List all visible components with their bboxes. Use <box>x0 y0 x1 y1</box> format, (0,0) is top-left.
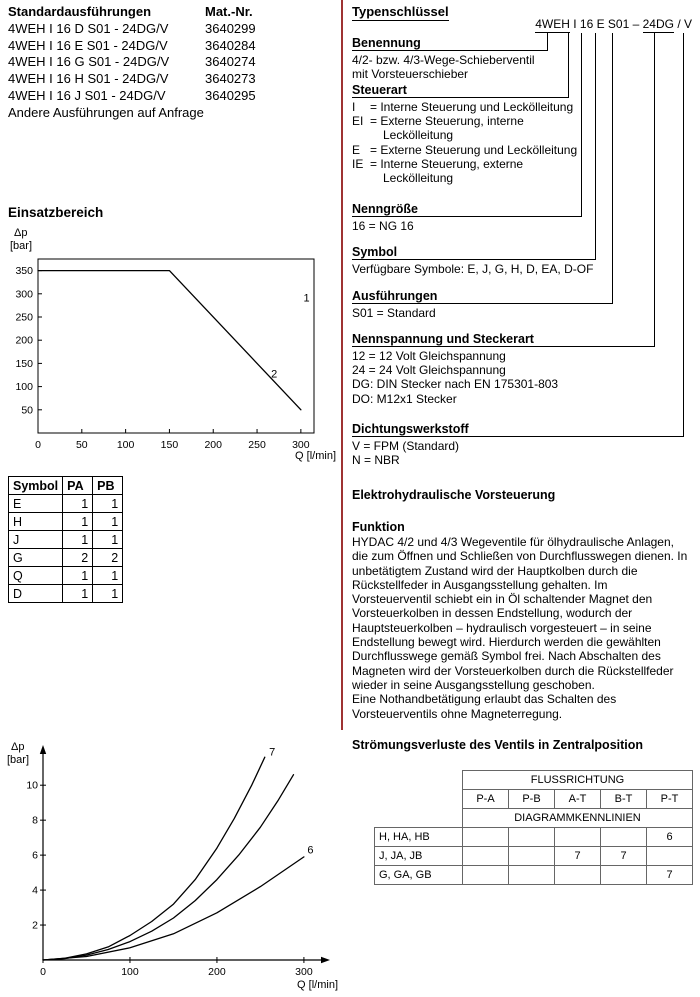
model-number: 4WEH I 16 J S01 - 24DG/V <box>8 87 166 103</box>
funktion-text <box>352 535 690 721</box>
svg-text:2: 2 <box>271 368 278 381</box>
svg-text:[bar]: [bar] <box>7 754 30 766</box>
section-underline <box>352 97 569 98</box>
pb-cell: 1 <box>93 495 123 513</box>
pa-cell: 1 <box>63 495 93 513</box>
symbol-cell: H <box>9 513 63 531</box>
symbol-cell: E <box>9 495 63 513</box>
svg-text:150: 150 <box>15 357 33 370</box>
svg-text:50: 50 <box>75 439 88 451</box>
nennspannung-title: Nennspannung und Steckerart <box>352 332 534 346</box>
svg-text:10: 10 <box>26 779 38 792</box>
value-cell: 7 <box>647 866 693 885</box>
table-row <box>8 88 338 105</box>
table-row <box>8 54 338 71</box>
table-row <box>375 771 693 790</box>
value-cell <box>509 866 555 885</box>
col-header-pb: P-B <box>509 790 555 809</box>
model-number: 4WEH I 16 D S01 - 24DG/V <box>8 20 169 36</box>
pb-cell: 1 <box>93 531 123 549</box>
svg-text:50: 50 <box>21 404 33 417</box>
table-row <box>375 790 693 809</box>
option-line: 24 = 24 Volt Gleichspannung <box>352 363 506 378</box>
pb-cell: 1 <box>93 585 123 603</box>
option-code: EI <box>352 114 364 129</box>
table-row <box>375 866 693 885</box>
steuerart-line <box>352 114 692 128</box>
svg-text:0: 0 <box>35 439 41 451</box>
col-header-pa: P-A <box>463 790 509 809</box>
benennung-line: 4/2- bzw. 4/3-Wege-Schieberventil <box>352 53 535 67</box>
type-code <box>470 17 692 31</box>
pa-cell: 1 <box>63 585 93 603</box>
svg-text:100: 100 <box>116 439 135 451</box>
option-text: Leckölleitung <box>383 128 454 143</box>
model-number: 4WEH I 16 H S01 - 24DG/V <box>8 71 169 87</box>
nenngroesse-body: 16 = NG 16 <box>352 219 414 233</box>
funktion-title: Funktion <box>352 520 405 534</box>
symbol-table <box>8 476 123 603</box>
value-cell: 7 <box>555 847 601 866</box>
symbol-cell: G <box>9 549 63 567</box>
header-standardausfuehrungen: Standardausführungen <box>8 4 152 19</box>
table-row <box>375 828 693 847</box>
value-cell <box>601 828 647 847</box>
option-line: DG: DIN Stecker nach EN 175301-803 <box>352 377 559 392</box>
svg-text:250: 250 <box>15 311 33 324</box>
svg-text:350: 350 <box>15 265 33 278</box>
option-line: N = NBR <box>352 453 400 468</box>
type-code-part-v: / V <box>673 17 692 31</box>
dichtungswerkstoff-title: Dichtungswerkstoff <box>352 422 469 436</box>
steuerart-line <box>352 143 692 157</box>
type-code-part-24dg: 24DG <box>642 17 674 31</box>
mat-number: 3640284 <box>205 37 256 53</box>
table-row <box>9 567 123 585</box>
type-code-part-mid: I 16 E S01 – <box>569 17 643 31</box>
svg-text:Q [l/min]: Q [l/min] <box>297 979 338 991</box>
section-underline <box>352 50 548 51</box>
svg-text:8: 8 <box>32 814 38 827</box>
flow-losses-table <box>374 770 693 885</box>
col-pa: PA <box>63 477 93 495</box>
stroemungsverluste-chart <box>5 737 340 997</box>
col-pb: PB <box>93 477 123 495</box>
row-label: H, HA, HB <box>375 828 463 847</box>
diagrammkennlinien-header: DIAGRAMMKENNLINIEN <box>463 809 693 828</box>
steuerart-line <box>352 128 692 142</box>
svg-text:6: 6 <box>32 849 38 862</box>
flussrichtung-header: FLUSSRICHTUNG <box>463 771 693 790</box>
symbol-cell: J <box>9 531 63 549</box>
pa-cell: 1 <box>63 567 93 585</box>
header-mat-nr: Mat.-Nr. <box>205 4 253 19</box>
benennung-title: Benennung <box>352 36 421 50</box>
table-row <box>9 531 123 549</box>
option-text: Leckölleitung <box>383 171 454 186</box>
svg-text:Δp: Δp <box>11 741 25 753</box>
mat-number: 3640274 <box>205 54 256 70</box>
symbol-body: Verfügbare Symbole: E, J, G, H, D, EA, D-OF <box>352 262 594 276</box>
value-cell <box>555 828 601 847</box>
svg-text:100: 100 <box>15 381 33 394</box>
steuerart-title: Steuerart <box>352 83 407 97</box>
type-code-part-4weh: 4WEH <box>535 17 570 31</box>
other-versions-note: Andere Ausführungen auf Anfrage <box>8 104 204 120</box>
option-line: 12 = 12 Volt Gleichspannung <box>352 349 506 363</box>
col-symbol: Symbol <box>9 477 63 495</box>
svg-text:7: 7 <box>269 746 276 759</box>
section-underline <box>352 346 655 347</box>
svg-text:300: 300 <box>295 966 313 978</box>
connector-vline <box>683 33 684 436</box>
vorsteuerung-title: Elektrohydraulische Vorsteuerung <box>352 488 556 502</box>
svg-text:4: 4 <box>32 884 38 897</box>
funktion-paragraph-2: Eine Nothandbetätigung erlaubt das Schalten des Vorsteuerventils ohne Magneterregung. <box>352 692 617 721</box>
svg-text:200: 200 <box>204 439 223 451</box>
funktion-paragraph-1: HYDAC 4/2 und 4/3 Wegeventile für ölhydraulische Anlagen, die zum Öffnen und Schließen von Durchflusswegen dienen. In unbetätigtem Zustand wird der Hauptkolben durch die Rückstellfeder in Ausgangsstellung gehalten. Im Vorsteuerventil schiebt ein in Öl schaltender Magnet den Vorsteuerkolben in dessen Endstellung, wodurch der Hauptsteuerkolben – hydraulisch vorgesteuert – in seine Endstellung bewegt wird. Hierdurch werden die gewählten Durchflusswege gemäß Symbol frei. Nach Abschalten des Magneten wird der Vorsteuerkolben durch die Rückstellfeder wieder in seine Ausgangsstellung geschoben. <box>352 535 688 692</box>
connector-vline <box>568 33 569 97</box>
model-number: 4WEH I 16 G S01 - 24DG/V <box>8 54 170 70</box>
table-row <box>8 21 338 38</box>
section-underline <box>352 259 596 260</box>
svg-text:[bar]: [bar] <box>10 240 33 252</box>
mat-number: 3640299 <box>205 20 256 36</box>
option-text: = Interne Steuerung und Leckölleitung <box>370 100 574 114</box>
option-code: E <box>352 142 361 157</box>
option-code: IE <box>352 156 364 171</box>
pb-cell: 1 <box>93 567 123 585</box>
table-row <box>9 513 123 531</box>
standard-versions-header <box>8 4 338 21</box>
svg-text:Q [l/min]: Q [l/min] <box>295 450 336 462</box>
nennspannung-body <box>352 349 558 406</box>
table-row <box>375 847 693 866</box>
typenschluessel-title: Typenschlüssel <box>352 4 449 19</box>
section-underline <box>352 436 684 437</box>
value-cell <box>463 866 509 885</box>
steuerart-line <box>352 171 692 185</box>
mat-number: 3640295 <box>205 87 256 103</box>
svg-text:Δp: Δp <box>14 227 28 239</box>
option-code <box>352 128 370 142</box>
steuerart-body <box>352 100 692 185</box>
table-row <box>375 809 693 828</box>
standard-versions-section <box>8 4 338 122</box>
steuerart-line <box>352 100 692 114</box>
value-cell <box>601 866 647 885</box>
option-text: = Externe Steuerung und Leckölleitung <box>370 142 578 157</box>
value-cell: 7 <box>601 847 647 866</box>
svg-text:250: 250 <box>248 439 266 451</box>
steuerart-line <box>352 157 692 171</box>
symbol-cell: D <box>9 585 63 603</box>
connector-vline <box>654 33 655 346</box>
pb-cell: 1 <box>93 513 123 531</box>
blank-cell <box>375 790 463 809</box>
svg-text:6: 6 <box>307 844 314 857</box>
mat-number: 3640273 <box>205 71 256 87</box>
benennung-line: mit Vorsteuerschieber <box>352 67 469 82</box>
nenngroesse-title: Nenngröße <box>352 202 418 216</box>
table-row <box>8 71 338 88</box>
ausfuehrungen-body: S01 = Standard <box>352 306 436 320</box>
svg-text:300: 300 <box>292 439 310 451</box>
table-row <box>9 549 123 567</box>
svg-text:150: 150 <box>160 439 179 451</box>
stroemungsverluste-title: Strömungsverluste des Ventils in Zentralposition <box>352 738 644 752</box>
row-label: G, GA, GB <box>375 866 463 885</box>
ausfuehrungen-title: Ausführungen <box>352 289 438 303</box>
dichtungswerkstoff-body <box>352 439 459 467</box>
pa-cell: 1 <box>63 531 93 549</box>
option-text: = Interne Steuerung, externe <box>370 156 524 171</box>
table-row <box>9 585 123 603</box>
einsatzbereich-title: Einsatzbereich <box>8 205 104 220</box>
symbol-table-header <box>9 477 123 495</box>
symbol-title: Symbol <box>352 245 398 259</box>
svg-text:300: 300 <box>15 288 33 301</box>
option-line: DO: M12x1 Stecker <box>352 391 457 406</box>
value-cell <box>647 847 693 866</box>
svg-text:200: 200 <box>15 334 33 347</box>
svg-text:1: 1 <box>303 292 310 305</box>
value-cell <box>509 828 555 847</box>
blank-cell <box>375 771 463 790</box>
option-code <box>352 171 370 185</box>
model-number: 4WEH I 16 E S01 - 24DG/V <box>8 37 168 53</box>
col-header-pt: P-T <box>647 790 693 809</box>
table-row <box>9 495 123 513</box>
table-row <box>8 38 338 55</box>
svg-text:0: 0 <box>40 966 46 978</box>
svg-text:2: 2 <box>32 919 38 932</box>
row-label: J, JA, JB <box>375 847 463 866</box>
col-header-bt: B-T <box>601 790 647 809</box>
value-cell: 6 <box>647 828 693 847</box>
value-cell <box>509 847 555 866</box>
column-divider <box>341 0 343 730</box>
section-underline <box>352 216 582 217</box>
option-text: = Externe Steuerung, interne <box>370 114 524 129</box>
value-cell <box>555 866 601 885</box>
pa-cell: 2 <box>63 549 93 567</box>
section-underline <box>352 303 613 304</box>
pb-cell: 2 <box>93 549 123 567</box>
connector-vline <box>547 33 548 50</box>
einsatzbereich-chart <box>8 223 338 468</box>
einsatzbereich-chart-svg <box>8 223 338 463</box>
blank-cell <box>375 809 463 828</box>
option-code: I <box>352 100 356 114</box>
stroemungsverluste-chart-svg <box>5 737 340 992</box>
svg-text:200: 200 <box>208 966 226 978</box>
col-header-at: A-T <box>555 790 601 809</box>
value-cell <box>463 847 509 866</box>
pa-cell: 1 <box>63 513 93 531</box>
svg-text:100: 100 <box>121 966 139 978</box>
benennung-body <box>352 53 535 81</box>
symbol-cell: Q <box>9 567 63 585</box>
value-cell <box>463 828 509 847</box>
option-line: V = FPM (Standard) <box>352 439 460 453</box>
